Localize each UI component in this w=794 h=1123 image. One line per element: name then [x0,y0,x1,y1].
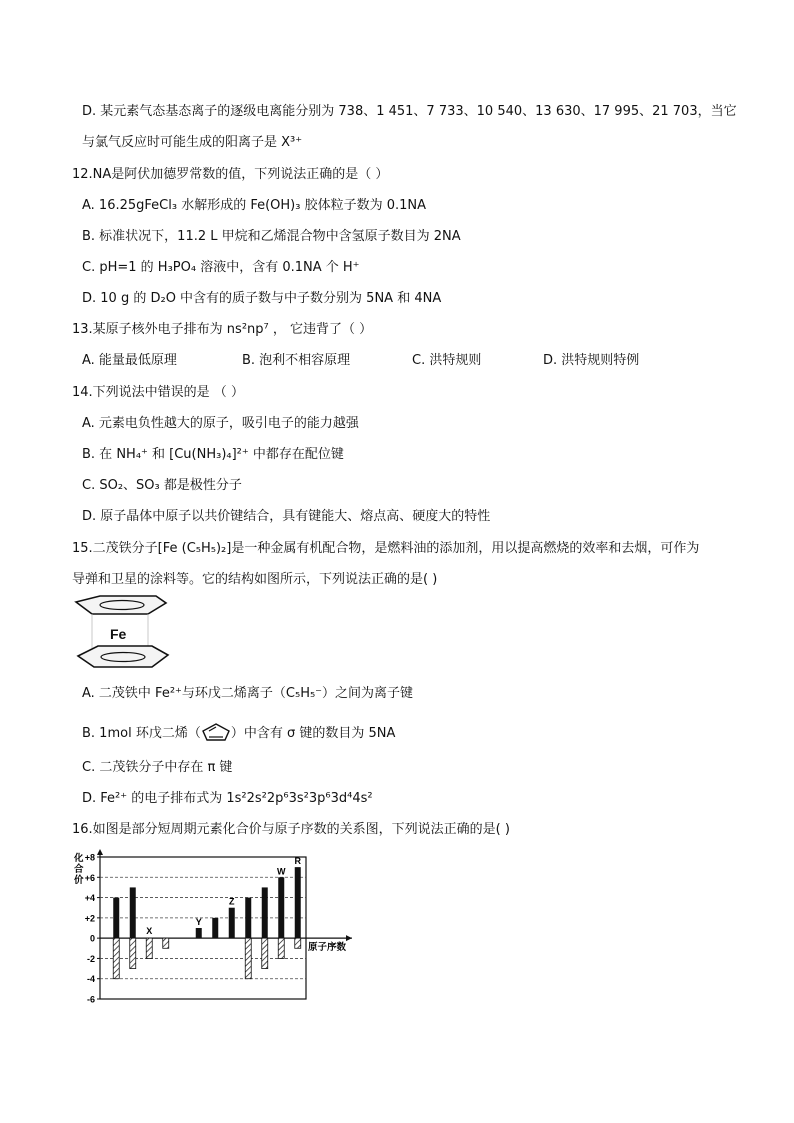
q12-option-b: B. 标准状况下，11.2 L 甲烷和乙烯混合物中含氢原子数目为 2NA [82,229,461,244]
q12-option-d: D. 10 g 的 D₂O 中含有的质子数与中子数分别为 5NA 和 4NA [82,291,442,306]
q16-stem: 16.如图是部分短周期元素化合价与原子序数的关系图，下列说法正确的是( ) [72,822,510,837]
q13-option-c: C. 洪特规则 [412,353,482,368]
q11-option-d-line2: 与氯气反应时可能生成的阳离子是 X³⁺ [82,135,303,150]
top-ring [76,596,166,614]
element-label: Y [195,917,202,927]
negative-valence-bar [146,938,152,958]
q15-option-b [82,723,395,742]
q13-stem: 13.某原子核外电子排布为 ns²np⁷ ， 它违背了（ ） [72,322,373,337]
bottom-ring [78,646,168,667]
y-tick-label: +4 [84,893,95,904]
cyclopentadiene-icon [201,723,231,741]
negative-valence-bar [278,938,284,958]
y-tick-label: 0 [89,933,95,944]
positive-valence-bar [113,898,119,939]
fe-label: Fe [110,626,127,642]
q15-option-c: C. 二茂铁分子中存在 π 键 [82,760,233,775]
q14-option-a: A. 元素电负性越大的原子，吸引电子的能力越强 [82,416,359,431]
y-tick-label: +6 [84,872,95,883]
negative-valence-bar [295,938,301,948]
valence-chart [70,847,360,1007]
y-axis-label-char: 价 [74,875,84,886]
positive-valence-bar [130,887,136,938]
element-label: Z [229,896,235,907]
q14-option-d: D. 原子晶体中原子以共价键结合，具有键能大、熔点高、硬度大的特性 [82,509,491,524]
q13-option-b: B. 泡利不相容原理 [242,353,351,368]
positive-valence-bar [229,908,235,938]
positive-valence-bar [262,887,268,938]
element-label: X [146,926,153,937]
y-tick-label: -6 [86,994,95,1005]
q12-stem: 12.NA是阿伏加德罗常数的值，下列说法正确的是（ ） [72,167,389,182]
q15-option-b-text-after: ）中含有 σ 键的数目为 5NA [230,726,396,741]
q14-option-c: C. SO₂、SO₃ 都是极性分子 [82,478,242,493]
q15-stem-line1: 15.二茂铁分子[Fe (C₅H₅)₂]是一种金属有机配合物，是燃料油的添加剂，用以提高燃烧的效率和去烟，可作为 [72,541,700,556]
x-axis-arrow [346,935,352,941]
positive-valence-bar [278,877,284,938]
q15-option-d: D. Fe²⁺ 的电子排布式为 1s²2s²2p⁶3s²3p⁶3d⁴4s² [82,791,373,806]
positive-valence-bar [196,928,202,938]
negative-valence-bar [262,938,268,968]
negative-valence-bar [113,938,119,979]
q14-option-b: B. 在 NH₄⁺ 和 [Cu(NH₃)₄]²⁺ 中都存在配位键 [82,447,344,462]
q11-option-d-line1: D. 某元素气态基态离子的逐级电离能分别为 738、1 451、7 733、10 540、13 630、17 995、21 703，当它 [82,104,737,119]
element-label: W [277,866,286,877]
q15-option-b-text-before: B. 1mol 环戊二烯（ [82,726,201,741]
q12-option-a: A. 16.25gFeCl₃ 水解形成的 Fe(OH)₃ 胶体粒子数为 0.1NA [82,198,427,213]
y-tick-label: -2 [86,953,95,964]
element-label: R [294,856,301,867]
q12-option-c: C. pH=1 的 H₃PO₄ 溶液中，含有 0.1NA 个 H⁺ [82,260,360,275]
y-tick-label: +8 [84,852,95,863]
q13-option-a: A. 能量最低原理 [82,353,177,368]
ferrocene-structure [72,594,172,672]
positive-valence-bar [212,918,218,938]
negative-valence-bar [163,938,169,948]
y-tick-label: -4 [86,974,95,985]
negative-valence-bar [130,938,136,968]
q14-stem: 14.下列说法中错误的是 （ ） [72,385,244,400]
x-axis-label: 原子序数 [308,942,347,954]
y-axis-label-char: 合 [74,864,84,875]
negative-valence-bar [245,938,251,979]
y-tick-label: +2 [84,913,95,924]
q15-option-a: A. 二茂铁中 Fe²⁺与环戊二烯离子（C₅H₅⁻）之间为离子键 [82,686,414,701]
positive-valence-bar [295,867,301,938]
q13-option-d: D. 洪特规则特例 [543,353,640,368]
y-axis-arrow [97,849,103,855]
y-axis-label-char: 化 [74,853,84,864]
positive-valence-bar [245,898,251,939]
q15-stem-line2: 导弹和卫星的涂料等。它的结构如图所示，下列说法正确的是( ) [72,572,438,587]
